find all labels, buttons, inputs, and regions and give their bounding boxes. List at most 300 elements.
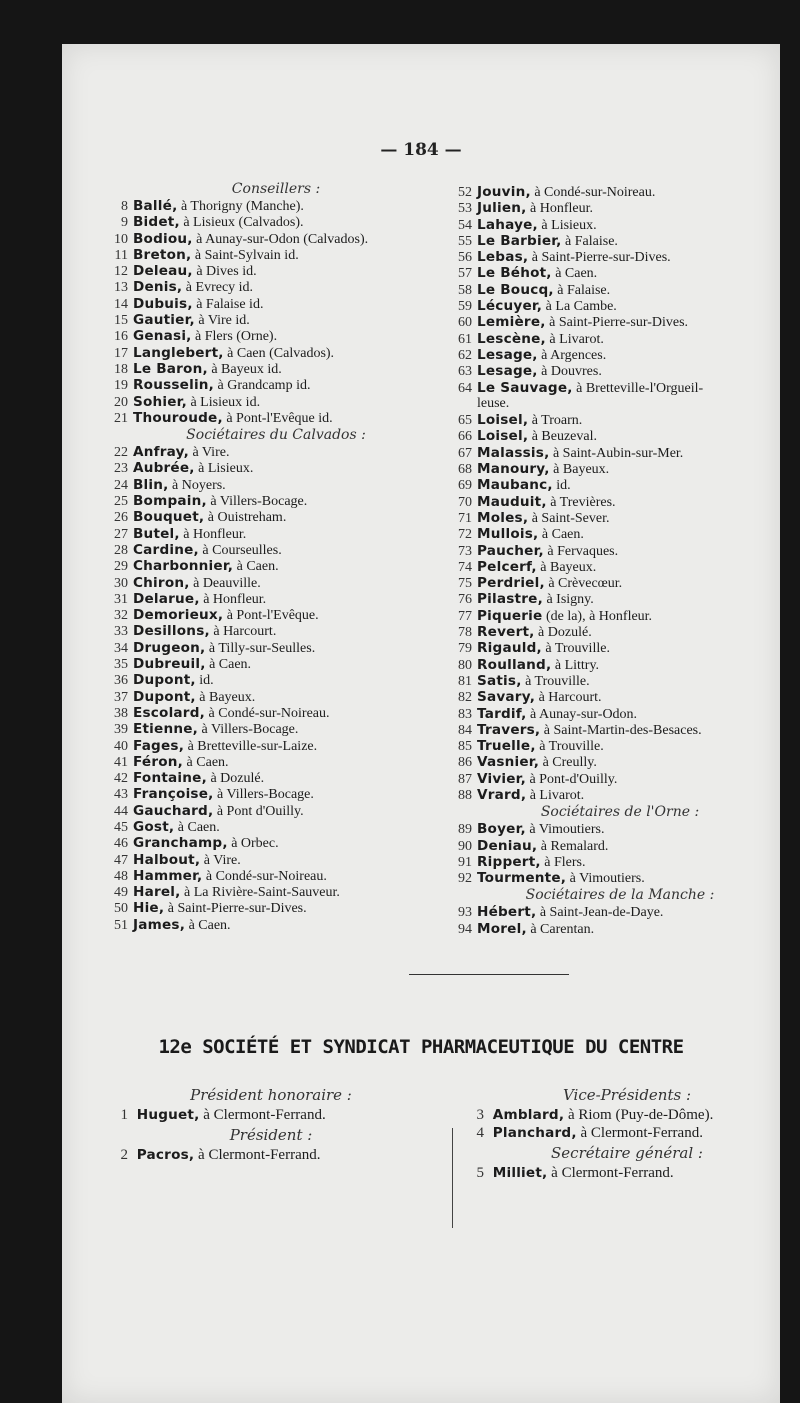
entry-name: Rigauld, — [477, 640, 542, 657]
entry-num: 26 — [114, 510, 128, 526]
entry-num: 55 — [458, 233, 472, 249]
list-item: 2 Pacros, à Clermont-Ferrand. — [120, 1147, 321, 1163]
entry-name: Lécuyer, — [477, 298, 543, 315]
entry-place: à Harcourt. — [538, 690, 602, 706]
entry-name: Roulland, — [477, 656, 552, 673]
entry-name: Vivier, — [477, 770, 526, 787]
list-item — [106, 786, 446, 802]
entry-num: 52 — [458, 185, 472, 200]
entry-num: 19 — [114, 378, 128, 394]
entry-place: à Condé-sur-Noireau. — [534, 185, 656, 200]
entry-num: 92 — [458, 871, 472, 887]
entry-name: Deniau, — [477, 837, 538, 854]
entry-num: 30 — [114, 575, 128, 591]
entry-place: à Villers-Bocage. — [210, 494, 308, 510]
entry-name: Harel, — [133, 884, 181, 901]
entry-place: à Pont d'Ouilly. — [216, 803, 304, 819]
entry-place: à Fervaques. — [547, 543, 619, 559]
entry-num: 82 — [458, 690, 472, 706]
entry-name: Lescène, — [477, 330, 546, 347]
entry-name: Bidet, — [133, 214, 180, 231]
list-item — [450, 608, 790, 624]
entry-name: James, — [133, 916, 186, 933]
entry-num: 45 — [114, 819, 128, 835]
entry-num: 80 — [458, 657, 472, 673]
entry-name: Granchamp, — [133, 835, 228, 852]
list-item — [106, 296, 446, 312]
entry-name: Loisel, — [477, 428, 529, 445]
entry-place: à Flers (Orne). — [195, 329, 278, 345]
entry-name: Lahaye, — [477, 216, 538, 233]
entry-name: Travers, — [477, 721, 541, 738]
entry-num: 20 — [114, 394, 128, 410]
entry-num: 87 — [458, 771, 472, 787]
manche-heading: Sociétaires de la Manche : — [525, 887, 715, 904]
entry-name: Bompain, — [133, 493, 207, 510]
entry-place: à Trouville. — [545, 641, 610, 657]
entry-name: Mullois, — [477, 526, 539, 543]
entry-num: 46 — [114, 836, 128, 852]
list-item — [106, 558, 446, 574]
entry-place: à Trevières. — [550, 494, 616, 510]
entry-name: Féron, — [133, 753, 184, 770]
entry-place: à Lisieux (Calvados). — [183, 215, 304, 231]
entry-place: à Remalard. — [540, 838, 609, 854]
list-item: 3 Amblard, à Riom (Puy-de-Dôme). — [476, 1107, 714, 1123]
entry-place: à Saint-Pierre-sur-Dives. — [549, 315, 689, 331]
list-item — [106, 852, 446, 868]
entry-name: Hammer, — [133, 867, 203, 884]
entry-place: (de la), à Honfleur. — [545, 608, 653, 624]
list-item — [450, 591, 790, 607]
entry-num: 86 — [458, 755, 472, 771]
section-title: 12e SOCIÉTÉ ET SYNDICAT PHARMACEUTIQUE DU CENTRE — [158, 1036, 684, 1058]
entry-name: Langlebert, — [133, 344, 224, 361]
list-item — [106, 917, 446, 933]
entry-num: 32 — [114, 608, 128, 624]
list-item — [106, 770, 446, 786]
entry-name: Tardif, — [477, 705, 527, 722]
entry-num: 61 — [458, 331, 472, 347]
entry-num: 70 — [458, 494, 472, 510]
entry-num: 13 — [114, 280, 128, 296]
entry-num: 63 — [458, 364, 472, 380]
entry-name: Denis, — [133, 279, 183, 296]
entry-name: Genasi, — [133, 328, 192, 345]
entry-place: à Lisieux. — [541, 217, 597, 233]
entry-place: à Ouistreham. — [207, 510, 287, 526]
entry-place: à Villers-Bocage. — [217, 787, 314, 803]
entry-place: à Saint-Martin-des-Besaces. — [543, 722, 702, 738]
entry-place: à Crèvecœur. — [548, 576, 623, 592]
list-item — [106, 884, 446, 900]
entry-place: à Aunay-sur-Odon (Calvados). — [196, 231, 369, 247]
entry-name: Le Béhot, — [477, 265, 552, 282]
list-item — [106, 410, 446, 426]
entry-place: à Vimoutiers. — [569, 871, 645, 887]
entry-num: 51 — [114, 917, 128, 933]
entry-num: 42 — [114, 771, 128, 787]
list-item — [106, 377, 446, 393]
entry-name: Dupont, — [133, 688, 196, 705]
entry-place: à Harcourt. — [213, 624, 277, 640]
list-item — [106, 868, 446, 884]
entry-name: Drugeon, — [133, 639, 206, 656]
entry-place: leuse. — [477, 395, 510, 411]
entry-num: 64 — [458, 380, 472, 396]
entry-num: 67 — [458, 445, 472, 461]
entry-place: à Caen. — [236, 559, 279, 575]
entry-name: Demorieux, — [133, 607, 224, 624]
entry-place: à Saint-Aubin-sur-Mer. — [552, 445, 684, 461]
entry-place: à Deauville. — [193, 575, 261, 591]
list-item — [450, 771, 790, 787]
entry-num: 66 — [458, 429, 472, 445]
entry-name: Boyer, — [477, 821, 526, 838]
list-item — [450, 363, 790, 379]
entry-num: 41 — [114, 754, 128, 770]
entry-place: à Troarn. — [531, 413, 583, 429]
entry-name: Lemière, — [477, 314, 546, 331]
entry-name: Hie, — [133, 900, 165, 917]
entry-name: Maubanc, — [477, 477, 553, 494]
entry-num: 16 — [114, 329, 128, 345]
entry-place: à Bretteville-sur-Laize. — [187, 738, 318, 754]
entry-place: à Falaise id. — [196, 296, 264, 312]
list-item — [450, 396, 790, 412]
entry-num: 75 — [458, 576, 472, 592]
left-column — [106, 180, 446, 933]
entry-name: Françoise, — [133, 786, 214, 803]
list-item — [450, 689, 790, 705]
list-item — [106, 279, 446, 295]
entry-name: Dubuis, — [133, 295, 193, 312]
entry-name: Lesage, — [477, 346, 538, 363]
entry-place: à Saint-Sever. — [531, 510, 610, 526]
list-item — [450, 543, 790, 559]
list-item — [106, 263, 446, 279]
entry-name: Dupont, — [133, 672, 196, 689]
list-item — [450, 265, 790, 281]
list-item — [450, 640, 790, 656]
entry-name: Deleau, — [133, 263, 193, 280]
entry-num: 23 — [114, 461, 128, 477]
entry-place: à La Cambe. — [545, 299, 617, 315]
entry-name: Gost, — [133, 818, 175, 835]
entry-name: Vrard, — [477, 786, 527, 803]
list-item — [106, 754, 446, 770]
entry-name: Jouvin, — [477, 184, 531, 200]
entry-num: 83 — [458, 706, 472, 722]
list-item — [450, 904, 790, 920]
entry-place: à Bayeux. — [540, 559, 597, 575]
list-item — [450, 738, 790, 754]
entry-num: 12 — [114, 264, 128, 280]
entry-num: 17 — [114, 345, 128, 361]
entry-place: à Lisieux id. — [190, 394, 261, 410]
conseillers-heading: Conseillers : — [231, 181, 321, 197]
list-item — [106, 444, 446, 460]
entry-place: à Creully. — [542, 755, 597, 771]
entry-num: 74 — [458, 559, 472, 575]
section-divider — [409, 974, 569, 975]
list-item — [450, 722, 790, 738]
entry-num: 38 — [114, 705, 128, 721]
entry-name: Pilastre, — [477, 591, 543, 608]
list-item — [450, 754, 790, 770]
entry-name: Aubrée, — [133, 460, 195, 477]
vice-presidents-heading: Vice-Présidents : — [562, 1086, 692, 1104]
bottom-right-column — [462, 1084, 792, 1182]
list-item — [450, 380, 790, 396]
list-item — [106, 394, 446, 410]
entry-num: 94 — [458, 921, 472, 937]
list-item — [106, 591, 446, 607]
entry-place: à Vire. — [203, 852, 241, 868]
secretary-heading: Secrétaire général : — [551, 1144, 703, 1162]
entry-name: Dubreuil, — [133, 656, 206, 673]
entry-name: Mauduit, — [477, 493, 547, 510]
entry-place: à Caen. — [209, 657, 252, 673]
list-item — [450, 461, 790, 477]
entry-name: Charbonnier, — [133, 558, 234, 575]
entry-place: à Carentan. — [530, 921, 595, 937]
entry-num: 62 — [458, 347, 472, 363]
entry-name: Breton, — [133, 246, 192, 263]
entry-place: à Tilly-sur-Seulles. — [208, 640, 316, 656]
entry-place: à Honfleur. — [183, 526, 247, 542]
list-item — [450, 657, 790, 673]
entry-place: à Bayeux id. — [211, 361, 282, 377]
entry-name: Bouquet, — [133, 509, 205, 526]
entry-num: 56 — [458, 250, 472, 266]
entry-num: 53 — [458, 201, 472, 217]
entry-num: 88 — [458, 787, 472, 803]
list-item — [450, 870, 790, 886]
list-item — [450, 184, 790, 200]
list-item — [106, 689, 446, 705]
list-item — [450, 314, 790, 330]
entry-place: à Aunay-sur-Odon. — [530, 706, 638, 722]
entry-place: à Thorigny (Manche). — [180, 199, 304, 214]
entry-name: Sohier, — [133, 393, 187, 410]
entry-place: à Dives id. — [196, 264, 257, 280]
list-item — [450, 200, 790, 216]
list-item — [450, 217, 790, 233]
entry-place: à Pont-l'Evêque. — [226, 608, 319, 624]
list-item — [450, 510, 790, 526]
entry-num: 18 — [114, 361, 128, 377]
list-item — [450, 526, 790, 542]
entry-num: 54 — [458, 217, 472, 233]
list-item — [106, 198, 446, 214]
list-item: 1 Huguet, à Clermont-Ferrand. — [120, 1107, 326, 1123]
list-item — [106, 705, 446, 721]
list-item — [106, 607, 446, 623]
entry-num: 27 — [114, 526, 128, 542]
entry-place: à Caen. — [555, 266, 598, 282]
entry-num: 65 — [458, 413, 472, 429]
entry-name: Chiron, — [133, 574, 190, 591]
list-item: 5 Milliet, à Clermont-Ferrand. — [476, 1165, 674, 1181]
list-item — [106, 656, 446, 672]
entry-num: 81 — [458, 673, 472, 689]
entry-num: 84 — [458, 722, 472, 738]
list-item — [450, 298, 790, 314]
entry-num: 91 — [458, 854, 472, 870]
entry-place: id. — [199, 673, 214, 689]
page-number: — 184 — — [380, 140, 462, 160]
entry-name: Paucher, — [477, 542, 544, 559]
entry-num: 31 — [114, 591, 128, 607]
entry-name: Rousselin, — [133, 377, 215, 394]
entry-num: 68 — [458, 462, 472, 478]
entry-name: Delarue, — [133, 590, 200, 607]
bottom-left-column — [106, 1084, 436, 1164]
list-item — [106, 672, 446, 688]
list-item — [450, 575, 790, 591]
entry-place: à Falaise. — [565, 233, 618, 249]
entry-place: à Isigny. — [546, 592, 594, 608]
entry-num: 93 — [458, 905, 472, 921]
list-item — [106, 247, 446, 263]
entry-num: 58 — [458, 282, 472, 298]
orne-heading: Sociétaires de l'Orne : — [540, 804, 700, 821]
entry-num: 9 — [121, 215, 128, 231]
entry-name: Le Sauvage, — [477, 379, 573, 396]
entry-name: Morel, — [477, 920, 527, 937]
entry-place: à Livarot. — [529, 787, 585, 803]
entry-name: Malassis, — [477, 444, 550, 461]
entry-place: à Bretteville-l'Orgueil- — [576, 380, 704, 396]
list-item — [106, 526, 446, 542]
list-item — [106, 575, 446, 591]
entry-place: à Pont-d'Ouilly. — [529, 771, 618, 787]
entry-num: 76 — [458, 592, 472, 608]
list-item — [106, 542, 446, 558]
list-item — [106, 640, 446, 656]
entry-place: à Dozulé. — [210, 771, 265, 787]
list-item — [450, 559, 790, 575]
entry-name: Gauchard, — [133, 802, 214, 819]
entry-num: 33 — [114, 624, 128, 640]
list-item — [106, 214, 446, 230]
entry-place: à Caen. — [188, 917, 231, 933]
list-item — [106, 493, 446, 509]
entry-name: Vasnier, — [477, 754, 540, 771]
entry-place: à Dozulé. — [538, 625, 592, 641]
entry-name: Anfray, — [133, 444, 189, 461]
list-item — [450, 494, 790, 510]
entry-num: 69 — [458, 478, 472, 494]
entry-place: à Condé-sur-Noireau. — [205, 868, 327, 884]
entry-place: à Falaise. — [557, 282, 611, 298]
entry-name: Escolard, — [133, 704, 206, 721]
entry-place: à Grandcamp id. — [217, 378, 311, 394]
entry-place: à Livarot. — [549, 331, 604, 347]
entry-num: 34 — [114, 640, 128, 656]
entry-num: 85 — [458, 739, 472, 755]
entry-name: Truelle, — [477, 738, 536, 755]
entry-num: 60 — [458, 315, 472, 331]
list-item — [450, 821, 790, 837]
entry-name: Thouroude, — [133, 409, 223, 426]
honorary-president-heading: Président honoraire : — [190, 1086, 352, 1104]
list-item — [106, 345, 446, 361]
entry-name: Loisel, — [477, 412, 529, 429]
entry-name: Julien, — [477, 200, 527, 217]
entry-place: à Caen. — [186, 754, 229, 770]
entry-num: 10 — [114, 231, 128, 247]
entry-place: à Honfleur. — [530, 201, 594, 217]
list-item — [450, 706, 790, 722]
list-item — [450, 445, 790, 461]
entry-name: Gautier, — [133, 312, 195, 329]
entry-place: à Flers. — [544, 854, 586, 870]
entry-num: 48 — [114, 868, 128, 884]
entry-name: Lebas, — [477, 249, 529, 266]
calvados-heading: Sociétaires du Calvados : — [186, 427, 366, 444]
list-item — [106, 477, 446, 493]
entry-num: 77 — [458, 608, 472, 624]
entry-place: à Honfleur. — [203, 591, 267, 607]
entry-name: Le Boucq, — [477, 281, 554, 298]
entry-name: Rippert, — [477, 853, 541, 870]
entry-num: 57 — [458, 266, 472, 282]
entry-num: 25 — [114, 494, 128, 510]
entry-num: 21 — [114, 410, 128, 426]
entry-num: 89 — [458, 822, 472, 838]
list-item — [450, 787, 790, 803]
entry-place: à Beuzeval. — [531, 429, 597, 445]
list-item — [450, 921, 790, 937]
entry-num: 14 — [114, 296, 128, 312]
list-item — [106, 460, 446, 476]
entry-place: à Douvres. — [541, 364, 602, 380]
entry-num: 50 — [114, 901, 128, 917]
entry-num: 8 — [121, 199, 128, 214]
entry-place: à Evrecy id. — [185, 280, 254, 296]
entry-place: à Pont-l'Evêque id. — [226, 410, 333, 426]
entry-place: à Saint-Pierre-sur-Dives. — [531, 250, 671, 266]
entry-name: Bodiou, — [133, 230, 193, 247]
entry-place: à Caen. — [177, 819, 220, 835]
list-item — [450, 477, 790, 493]
entry-num: 15 — [114, 313, 128, 329]
entry-place: à Condé-sur-Noireau. — [208, 705, 330, 721]
entry-name: Blin, — [133, 476, 169, 493]
entry-place: à Saint-Sylvain id. — [194, 247, 299, 263]
entry-name: Butel, — [133, 525, 180, 542]
entry-name: Ballé, — [133, 198, 178, 214]
list-item: 4 Planchard, à Clermont-Ferrand. — [476, 1125, 703, 1141]
list-item — [450, 624, 790, 640]
list-item — [106, 623, 446, 639]
entry-num: 22 — [114, 445, 128, 461]
entry-name: Piquerie — [477, 607, 543, 624]
entry-name: Desillons, — [133, 623, 210, 640]
entry-num: 39 — [114, 722, 128, 738]
entry-place: à Argences. — [541, 347, 607, 363]
entry-num: 79 — [458, 641, 472, 657]
list-item — [450, 854, 790, 870]
entry-num: 11 — [114, 247, 128, 263]
entry-place: à Saint-Pierre-sur-Dives. — [167, 901, 307, 917]
entry-num: 29 — [114, 559, 128, 575]
entry-name: Fontaine, — [133, 770, 207, 787]
right-column — [450, 184, 790, 937]
entry-place: à Vire id. — [198, 313, 250, 329]
